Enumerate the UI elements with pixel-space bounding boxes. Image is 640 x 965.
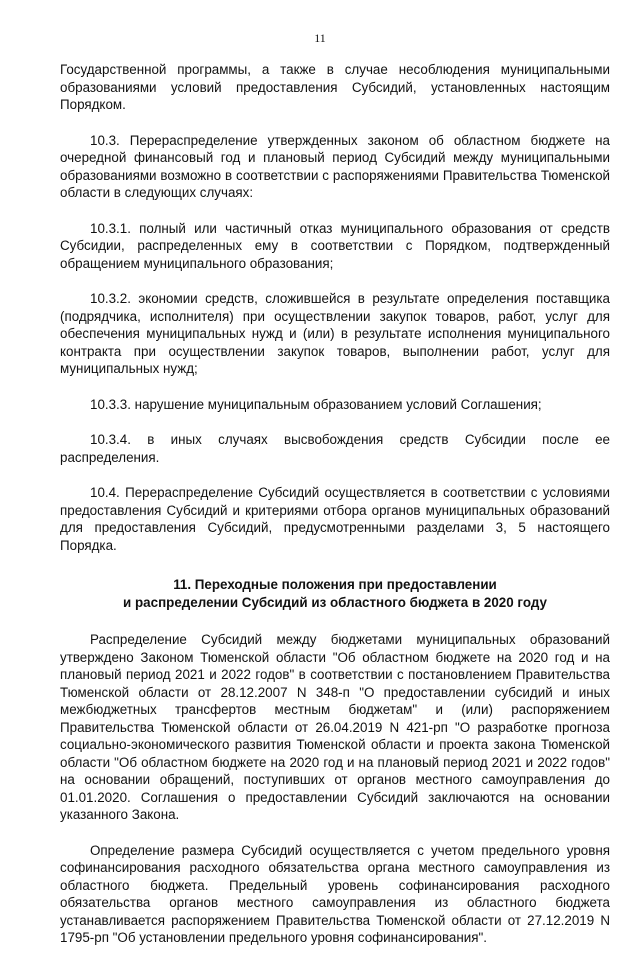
paragraph-10-3-3: 10.3.3. нарушение муниципальным образованием условий Соглашения; (90, 396, 542, 412)
paragraph-10-3-2: 10.3.2. экономии средств, сложившейся в результате определения поставщика (подрядчика, исполнителя) при осуществлении закупок товаров, работ, услуг для обеспечения муниципальных нужд и (или) в результате исполнения муниципального контракта при осуществлении закупок товаров, выполнении работ, услуг для муниципальных нужд; (60, 291, 610, 376)
section-11-heading-line-1: 11. Переходные положения при предоставлении (173, 577, 497, 592)
paragraph-10-3-1: 10.3.1. полный или частичный отказ муниципального образования от средств Субсидии, распределенных ему в соответствии с Порядком, подтвержденный обращением муниципального образования; (60, 220, 610, 271)
section-11-heading-line-2: и распределении Субсидий из областного бюджета в 2020 году (123, 595, 547, 610)
paragraph-11-distribution: Распределение Субсидий между бюджетами муниципальных образований утверждено Законом Тюменской области "Об областном бюджете на 2020 год и на плановый период 2021 и 2022 годов" в соответствии с постановлением Правительства Тюменской области от 28.12.2007 N 348-п "О предоставлении субсидий и иных межбюджетных трансфертов местным бюджетам" и (или) распоряжением Правительства Тюменской области от 26.04.2019 N 421-рп "О разработке прогноза социально-экономического развития Тюменской области и проекта закона Тюменской области "Об областном бюджете на 2020 год и на плановый период 2021 и 2022 годов" на основании обращений, поступивших от органов местного самоуправления до 01.01.2020. Соглашения о предоставлении Субсидий заключаются на основании указанного Закона. (60, 632, 610, 822)
page-number: 11 (314, 31, 326, 45)
paragraph-10-3: 10.3. Перераспределение утвержденных законом об областном бюджете на очередной финансовый год и плановый период Субсидий между муниципальными образованиями возможно в соответствии с распоряжениями Правительства Тюменской области в следующих случаях: (60, 132, 610, 200)
paragraph-11-cofinancing: Определение размера Субсидий осуществляется с учетом предельного уровня софинансирования расходного обязательства органа местного самоуправления из областного бюджета. Предельный уровень софинансирования расходного обязательства органов местного самоуправления из областного бюджета устанавливается распоряжением Правительства Тюменской области от 27.12.2019 N 1795-рп "Об установлении предельного уровня софинансирования". (60, 842, 610, 945)
paragraph-continuation: Государственной программы, а также в случае несоблюдения муниципальными образованиями условий предоставления Субсидий, установленных настоящим Порядком. (60, 62, 610, 112)
document-body (60, 61, 610, 965)
paragraph-10-4: 10.4. Перераспределение Субсидий осуществляется в соответствии с условиями предоставления Субсидий и критериями отбора органов муниципальных образований для предоставления Субсидий, предусмотренными разделами 3, 5 настоящего Порядка. (60, 485, 610, 553)
paragraph-10-3-4: 10.3.4. в иных случаях высвобождения средств Субсидии после ее распределения. (60, 432, 610, 465)
section-11-heading (60, 576, 610, 612)
